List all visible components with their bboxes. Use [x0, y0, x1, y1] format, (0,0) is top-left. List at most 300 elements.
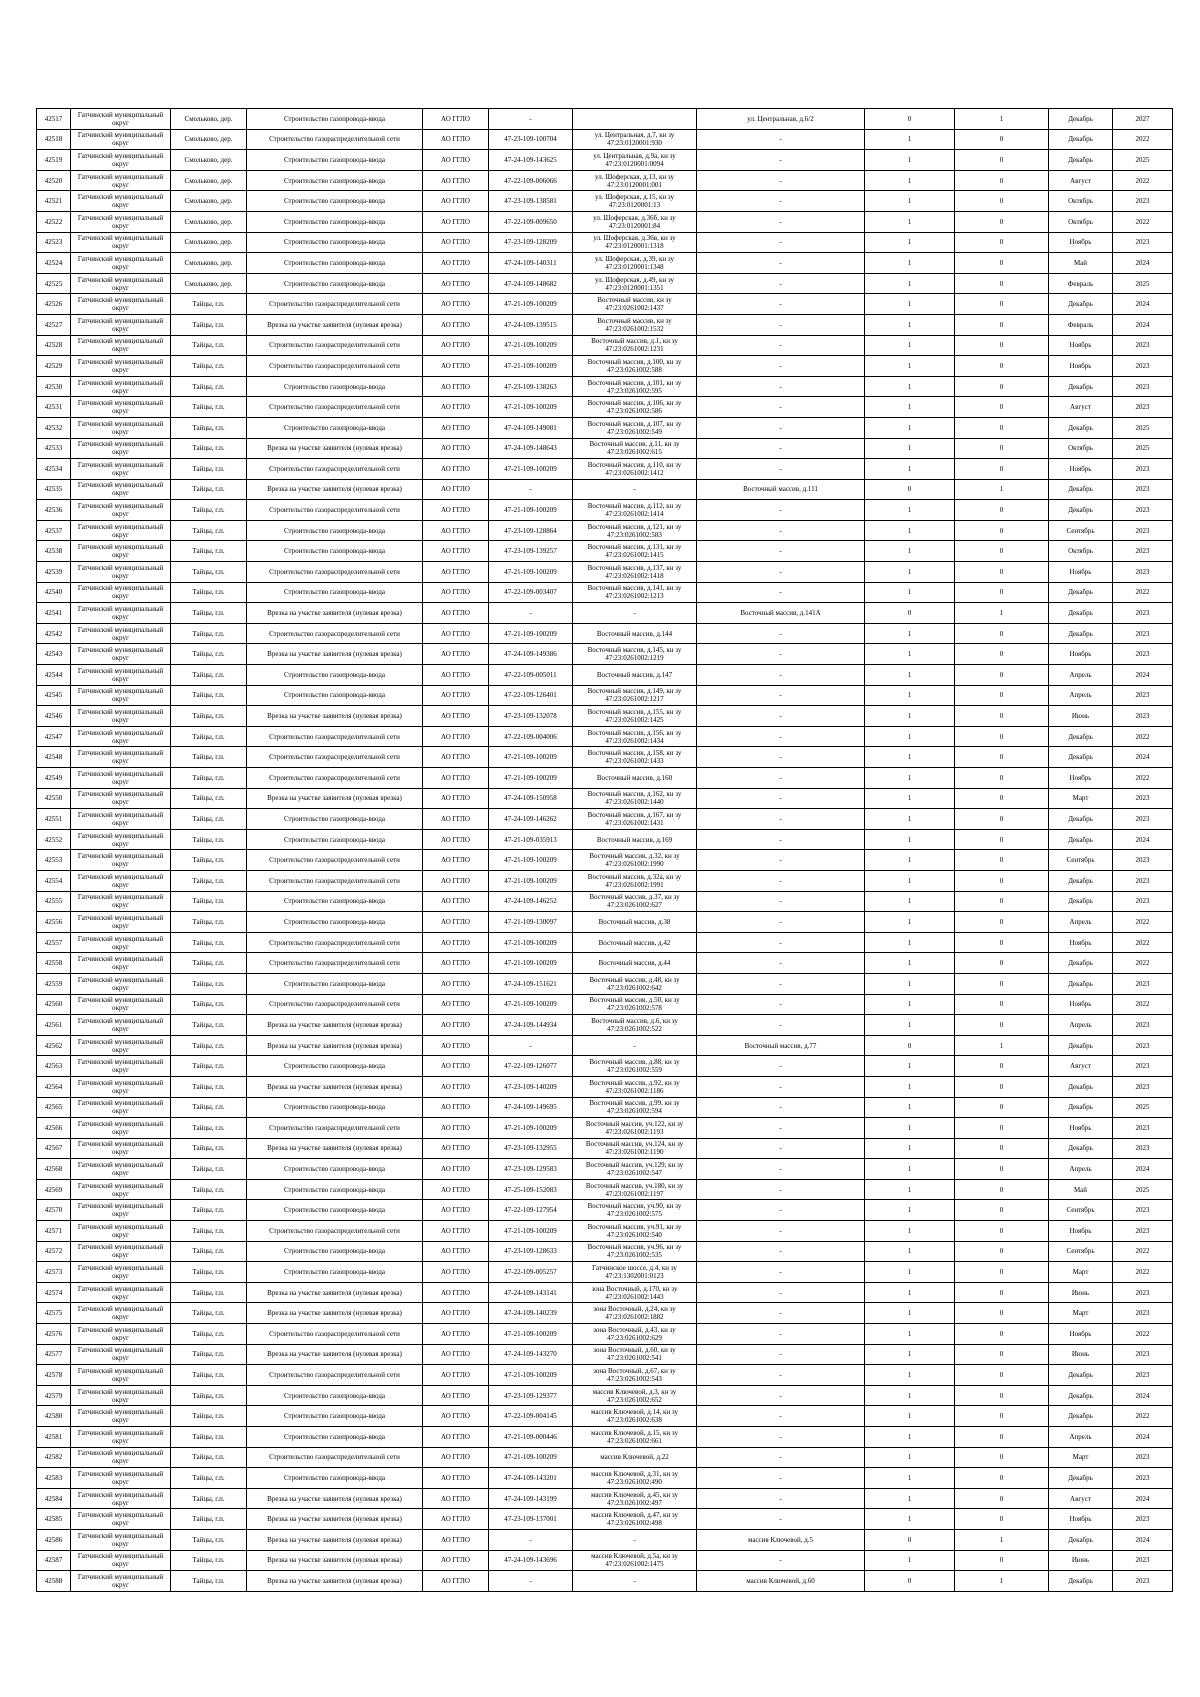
address-cadastral-cell: Восточный массив, д.100, кн зу 47:23:0261002:588: [573, 356, 697, 377]
month-cell: Октябрь: [1049, 191, 1113, 212]
row-number-cell: 42578: [37, 1365, 71, 1386]
organization-cell: АО ГГЛО: [423, 1056, 489, 1077]
count-a-cell: 1: [865, 973, 955, 994]
table-row: [37, 768, 1173, 789]
address-cadastral-cell: Восточный массив, д.147: [573, 665, 697, 686]
count-b-cell: 0: [955, 623, 1049, 644]
table-row: [37, 1097, 1173, 1118]
row-number-cell: 42553: [37, 850, 71, 871]
object-code-cell: 47-22-109-005257: [489, 1262, 573, 1283]
address-cadastral-cell: ул. Шоферская, д.39, кн зу 47:23:0120001:1348: [573, 253, 697, 274]
object-code-cell: 47-21-109-100209: [489, 294, 573, 315]
organization-cell: АО ГГЛО: [423, 665, 489, 686]
object-code-cell: 47-21-109-100209: [489, 1324, 573, 1345]
address-cell: -: [697, 150, 865, 171]
object-code-cell: 47-24-109-149695: [489, 1097, 573, 1118]
work-type-cell: Строительство газораспределительной сети: [247, 726, 423, 747]
address-cadastral-cell: зона Восточный, д.60, кн зу 47:23:0261002:541: [573, 1344, 697, 1365]
settlement-cell: Тайцы, г.п.: [171, 850, 247, 871]
month-cell: Май: [1049, 1179, 1113, 1200]
count-a-cell: 1: [865, 1056, 955, 1077]
count-b-cell: 0: [955, 191, 1049, 212]
address-cadastral-cell: массив Ключевой, д.15, кн зу 47:23:0261002:661: [573, 1427, 697, 1448]
organization-cell: АО ГГЛО: [423, 726, 489, 747]
row-number-cell: 42554: [37, 870, 71, 891]
district-cell: Гатчинский муниципальный округ: [71, 1097, 171, 1118]
district-cell: Гатчинский муниципальный округ: [71, 397, 171, 418]
organization-cell: АО ГГЛО: [423, 706, 489, 727]
address-cell: -: [697, 932, 865, 953]
row-number-cell: 42563: [37, 1056, 71, 1077]
count-a-cell: 0: [865, 603, 955, 624]
row-number-cell: 42568: [37, 1159, 71, 1180]
organization-cell: АО ГГЛО: [423, 891, 489, 912]
organization-cell: АО ГГЛО: [423, 1529, 489, 1550]
table-row: [37, 1262, 1173, 1283]
work-type-cell: Врезка на участке заявителя (нулевая врезка): [247, 479, 423, 500]
month-cell: Ноябрь: [1049, 768, 1113, 789]
count-b-cell: 0: [955, 706, 1049, 727]
address-cadastral-cell: Восточный массив, д.156, кн зу 47:23:0261002:1434: [573, 726, 697, 747]
address-cell: -: [697, 376, 865, 397]
district-cell: Гатчинский муниципальный округ: [71, 891, 171, 912]
table-row: [37, 1138, 1173, 1159]
count-a-cell: 1: [865, 170, 955, 191]
organization-cell: АО ГГЛО: [423, 1344, 489, 1365]
district-cell: Гатчинский муниципальный округ: [71, 1159, 171, 1180]
address-cell: Восточный массив, д.141А: [697, 603, 865, 624]
year-cell: 2023: [1113, 623, 1173, 644]
month-cell: Декабрь: [1049, 1076, 1113, 1097]
settlement-cell: Смольково, дер.: [171, 129, 247, 150]
row-number-cell: 42575: [37, 1303, 71, 1324]
count-a-cell: 1: [865, 1509, 955, 1530]
address-cadastral-cell: Восточный массив, д.158, кн зу 47:23:0261002:1433: [573, 747, 697, 768]
count-b-cell: 0: [955, 788, 1049, 809]
address-cell: -: [697, 253, 865, 274]
work-type-cell: Строительство газопровода-ввода: [247, 541, 423, 562]
count-b-cell: 0: [955, 747, 1049, 768]
address-cell: -: [697, 1282, 865, 1303]
object-code-cell: 47-23-109-140209: [489, 1076, 573, 1097]
settlement-cell: Тайцы, г.п.: [171, 747, 247, 768]
address-cell: ул. Центральная, д.6/2: [697, 109, 865, 130]
address-cell: Восточный массив, д.111: [697, 479, 865, 500]
object-code-cell: 47-24-109-143696: [489, 1550, 573, 1571]
object-code-cell: 47-24-109-148682: [489, 273, 573, 294]
work-type-cell: Строительство газопровода-ввода: [247, 1159, 423, 1180]
object-code-cell: 47-24-109-140239: [489, 1303, 573, 1324]
settlement-cell: Тайцы, г.п.: [171, 1468, 247, 1489]
address-cadastral-cell: Восточный массив, д.145, кн зу 47:23:0261002:1219: [573, 644, 697, 665]
object-code-cell: 47-22-109-126077: [489, 1056, 573, 1077]
object-code-cell: 47-24-109-140311: [489, 253, 573, 274]
object-code-cell: 47-21-109-130097: [489, 912, 573, 933]
count-a-cell: 1: [865, 129, 955, 150]
settlement-cell: Тайцы, г.п.: [171, 1015, 247, 1036]
settlement-cell: Тайцы, г.п.: [171, 397, 247, 418]
settlement-cell: Тайцы, г.п.: [171, 706, 247, 727]
count-a-cell: 1: [865, 232, 955, 253]
year-cell: 2023: [1113, 1035, 1173, 1056]
count-a-cell: 1: [865, 870, 955, 891]
organization-cell: АО ГГЛО: [423, 1200, 489, 1221]
object-code-cell: 47-24-109-143201: [489, 1468, 573, 1489]
work-type-cell: Врезка на участке заявителя (нулевая врезка): [247, 1138, 423, 1159]
row-number-cell: 42572: [37, 1241, 71, 1262]
address-cell: -: [697, 1365, 865, 1386]
month-cell: Февраль: [1049, 314, 1113, 335]
month-cell: Апрель: [1049, 1015, 1113, 1036]
address-cell: -: [697, 1159, 865, 1180]
year-cell: 2023: [1113, 603, 1173, 624]
count-a-cell: 1: [865, 1365, 955, 1386]
address-cadastral-cell: Восточный массив, уч.96, кн зу 47:23:0261002:535: [573, 1241, 697, 1262]
object-code-cell: 47-21-109-100209: [489, 747, 573, 768]
organization-cell: АО ГГЛО: [423, 129, 489, 150]
settlement-cell: Тайцы, г.п.: [171, 1097, 247, 1118]
row-number-cell: 42537: [37, 520, 71, 541]
settlement-cell: Тайцы, г.п.: [171, 973, 247, 994]
year-cell: 2023: [1113, 1200, 1173, 1221]
organization-cell: АО ГГЛО: [423, 479, 489, 500]
gasification-table: [36, 108, 1173, 1592]
row-number-cell: 42531: [37, 397, 71, 418]
address-cadastral-cell: Восточный массив, д.42: [573, 932, 697, 953]
settlement-cell: Тайцы, г.п.: [171, 829, 247, 850]
settlement-cell: Тайцы, г.п.: [171, 1179, 247, 1200]
organization-cell: АО ГГЛО: [423, 850, 489, 871]
table-row: [37, 809, 1173, 830]
row-number-cell: 42532: [37, 417, 71, 438]
address-cadastral-cell: Восточный массив, д.50, кн зу 47:23:0261002:578: [573, 994, 697, 1015]
object-code-cell: 47-23-109-129377: [489, 1385, 573, 1406]
table-row: [37, 541, 1173, 562]
year-cell: 2023: [1113, 1118, 1173, 1139]
district-cell: Гатчинский муниципальный округ: [71, 850, 171, 871]
count-a-cell: 1: [865, 438, 955, 459]
year-cell: 2025: [1113, 1179, 1173, 1200]
address-cadastral-cell: Восточный массив, д.106, кн зу 47:23:0261002:586: [573, 397, 697, 418]
settlement-cell: Смольково, дер.: [171, 150, 247, 171]
object-code-cell: 47-24-109-143199: [489, 1488, 573, 1509]
count-b-cell: 0: [955, 1427, 1049, 1448]
object-code-cell: 47-21-109-100209: [489, 1221, 573, 1242]
organization-cell: АО ГГЛО: [423, 109, 489, 130]
count-a-cell: 1: [865, 1324, 955, 1345]
settlement-cell: Тайцы, г.п.: [171, 891, 247, 912]
district-cell: Гатчинский муниципальный округ: [71, 1241, 171, 1262]
count-a-cell: 1: [865, 747, 955, 768]
settlement-cell: Тайцы, г.п.: [171, 1447, 247, 1468]
year-cell: 2023: [1113, 500, 1173, 521]
organization-cell: АО ГГЛО: [423, 273, 489, 294]
settlement-cell: Тайцы, г.п.: [171, 1365, 247, 1386]
table-row: [37, 1241, 1173, 1262]
address-cell: -: [697, 1550, 865, 1571]
address-cell: массив Ключевой, д.60: [697, 1571, 865, 1592]
work-type-cell: Строительство газораспределительной сети: [247, 1447, 423, 1468]
address-cadastral-cell: Восточный массив, д.131, кн зу 47:23:0261002:1415: [573, 541, 697, 562]
district-cell: Гатчинский муниципальный округ: [71, 870, 171, 891]
work-type-cell: Строительство газопровода-ввода: [247, 685, 423, 706]
count-a-cell: 1: [865, 1282, 955, 1303]
count-a-cell: 1: [865, 1159, 955, 1180]
address-cadastral-cell: Восточный массив, д.32, кн зу 47:23:0261002:1990: [573, 850, 697, 871]
address-cell: -: [697, 273, 865, 294]
object-code-cell: 47-21-109-035913: [489, 829, 573, 850]
address-cadastral-cell: зона Восточный, д.67, кн зу 47:23:0261002:543: [573, 1365, 697, 1386]
address-cadastral-cell: -: [573, 1571, 697, 1592]
district-cell: Гатчинский муниципальный округ: [71, 376, 171, 397]
count-a-cell: 1: [865, 253, 955, 274]
month-cell: Ноябрь: [1049, 335, 1113, 356]
year-cell: 2023: [1113, 1344, 1173, 1365]
table-row: [37, 397, 1173, 418]
year-cell: 2022: [1113, 994, 1173, 1015]
object-code-cell: 47-24-109-143141: [489, 1282, 573, 1303]
organization-cell: АО ГГЛО: [423, 294, 489, 315]
table-row: [37, 1365, 1173, 1386]
count-a-cell: 1: [865, 953, 955, 974]
settlement-cell: Тайцы, г.п.: [171, 1241, 247, 1262]
address-cell: -: [697, 768, 865, 789]
organization-cell: АО ГГЛО: [423, 1427, 489, 1448]
year-cell: 2022: [1113, 912, 1173, 933]
work-type-cell: Строительство газораспределительной сети: [247, 397, 423, 418]
count-b-cell: 0: [955, 232, 1049, 253]
month-cell: Сентябрь: [1049, 1241, 1113, 1262]
organization-cell: АО ГГЛО: [423, 932, 489, 953]
year-cell: 2024: [1113, 253, 1173, 274]
month-cell: Октябрь: [1049, 211, 1113, 232]
count-a-cell: 0: [865, 1529, 955, 1550]
district-cell: Гатчинский муниципальный округ: [71, 314, 171, 335]
object-code-cell: 47-21-109-100209: [489, 1447, 573, 1468]
address-cadastral-cell: [573, 109, 697, 130]
organization-cell: АО ГГЛО: [423, 768, 489, 789]
settlement-cell: Тайцы, г.п.: [171, 479, 247, 500]
row-number-cell: 42533: [37, 438, 71, 459]
object-code-cell: -: [489, 479, 573, 500]
count-a-cell: 1: [865, 1406, 955, 1427]
work-type-cell: Строительство газопровода-ввода: [247, 170, 423, 191]
address-cell: -: [697, 994, 865, 1015]
work-type-cell: Строительство газопровода-ввода: [247, 273, 423, 294]
work-type-cell: Строительство газопровода-ввода: [247, 1262, 423, 1283]
year-cell: 2022: [1113, 953, 1173, 974]
table-row: [37, 273, 1173, 294]
settlement-cell: Тайцы, г.п.: [171, 1550, 247, 1571]
district-cell: Гатчинский муниципальный округ: [71, 170, 171, 191]
address-cadastral-cell: ул. Шоферская, д.36в, кн зу 47:23:0120001:1318: [573, 232, 697, 253]
address-cadastral-cell: массив Ключевой, д.14, кн зу 47:23:0261002:638: [573, 1406, 697, 1427]
settlement-cell: Тайцы, г.п.: [171, 1571, 247, 1592]
table-row: [37, 1035, 1173, 1056]
year-cell: 2023: [1113, 1015, 1173, 1036]
district-cell: Гатчинский муниципальный округ: [71, 1468, 171, 1489]
row-number-cell: 42540: [37, 582, 71, 603]
row-number-cell: 42545: [37, 685, 71, 706]
row-number-cell: 42518: [37, 129, 71, 150]
settlement-cell: Смольково, дер.: [171, 273, 247, 294]
district-cell: Гатчинский муниципальный округ: [71, 129, 171, 150]
row-number-cell: 42529: [37, 356, 71, 377]
object-code-cell: 47-21-109-100209: [489, 459, 573, 480]
count-b-cell: 0: [955, 438, 1049, 459]
organization-cell: АО ГГЛО: [423, 1488, 489, 1509]
count-b-cell: 1: [955, 1529, 1049, 1550]
address-cadastral-cell: ул. Шоферская, д.49, кн зу 47:23:0120001:1351: [573, 273, 697, 294]
count-b-cell: 0: [955, 1056, 1049, 1077]
work-type-cell: Врезка на участке заявителя (нулевая врезка): [247, 314, 423, 335]
object-code-cell: 47-22-109-004145: [489, 1406, 573, 1427]
district-cell: Гатчинский муниципальный округ: [71, 1365, 171, 1386]
object-code-cell: -: [489, 1035, 573, 1056]
settlement-cell: Тайцы, г.п.: [171, 1076, 247, 1097]
object-code-cell: 47-23-109-128633: [489, 1241, 573, 1262]
settlement-cell: Тайцы, г.п.: [171, 1138, 247, 1159]
table-row: [37, 747, 1173, 768]
address-cadastral-cell: -: [573, 1035, 697, 1056]
row-number-cell: 42559: [37, 973, 71, 994]
work-type-cell: Строительство газораспределительной сети: [247, 870, 423, 891]
address-cell: -: [697, 1221, 865, 1242]
count-b-cell: 0: [955, 376, 1049, 397]
table-row: [37, 582, 1173, 603]
count-b-cell: 0: [955, 129, 1049, 150]
year-cell: 2023: [1113, 1571, 1173, 1592]
address-cell: -: [697, 870, 865, 891]
count-b-cell: 0: [955, 1365, 1049, 1386]
address-cell: -: [697, 1427, 865, 1448]
address-cell: -: [697, 294, 865, 315]
organization-cell: АО ГГЛО: [423, 417, 489, 438]
district-cell: Гатчинский муниципальный округ: [71, 500, 171, 521]
address-cadastral-cell: Восточный массив, уч.91, кн зу 47:23:0261002:540: [573, 1221, 697, 1242]
district-cell: Гатчинский муниципальный округ: [71, 582, 171, 603]
address-cadastral-cell: Восточный массив, уч.90, кн зу 47:23:0261002:575: [573, 1200, 697, 1221]
district-cell: Гатчинский муниципальный округ: [71, 1488, 171, 1509]
district-cell: Гатчинский муниципальный округ: [71, 335, 171, 356]
address-cadastral-cell: зона Восточный, д.24, кн зу 47:23:0261002:1882: [573, 1303, 697, 1324]
table-row: [37, 932, 1173, 953]
work-type-cell: Строительство газопровода-ввода: [247, 211, 423, 232]
organization-cell: АО ГГЛО: [423, 1262, 489, 1283]
settlement-cell: Тайцы, г.п.: [171, 1056, 247, 1077]
count-a-cell: 1: [865, 1076, 955, 1097]
address-cell: -: [697, 1488, 865, 1509]
work-type-cell: Строительство газораспределительной сети: [247, 129, 423, 150]
row-number-cell: 42565: [37, 1097, 71, 1118]
district-cell: Гатчинский муниципальный округ: [71, 417, 171, 438]
row-number-cell: 42571: [37, 1221, 71, 1242]
year-cell: 2023: [1113, 541, 1173, 562]
organization-cell: АО ГГЛО: [423, 1550, 489, 1571]
address-cell: -: [697, 973, 865, 994]
address-cell: -: [697, 520, 865, 541]
organization-cell: АО ГГЛО: [423, 912, 489, 933]
organization-cell: АО ГГЛО: [423, 685, 489, 706]
address-cadastral-cell: ул. Шоферская, д.36б, кн зу 47:23:0120001:84: [573, 211, 697, 232]
work-type-cell: Строительство газопровода-ввода: [247, 912, 423, 933]
count-b-cell: 0: [955, 1118, 1049, 1139]
object-code-cell: 47-22-109-009650: [489, 211, 573, 232]
row-number-cell: 42560: [37, 994, 71, 1015]
count-a-cell: 0: [865, 1035, 955, 1056]
settlement-cell: Тайцы, г.п.: [171, 1344, 247, 1365]
count-b-cell: 0: [955, 1344, 1049, 1365]
year-cell: 2023: [1113, 459, 1173, 480]
address-cadastral-cell: массив Ключевой, д.3, кн зу 47:23:0261002:652: [573, 1385, 697, 1406]
settlement-cell: Тайцы, г.п.: [171, 1324, 247, 1345]
count-b-cell: 0: [955, 870, 1049, 891]
table-row: [37, 1427, 1173, 1448]
district-cell: Гатчинский муниципальный округ: [71, 665, 171, 686]
year-cell: 2023: [1113, 1138, 1173, 1159]
work-type-cell: Врезка на участке заявителя (нулевая врезка): [247, 1015, 423, 1036]
year-cell: 2025: [1113, 273, 1173, 294]
month-cell: Сентябрь: [1049, 1200, 1113, 1221]
month-cell: Апрель: [1049, 1159, 1113, 1180]
object-code-cell: 47-22-109-004006: [489, 726, 573, 747]
month-cell: Декабрь: [1049, 1385, 1113, 1406]
work-type-cell: Строительство газопровода-ввода: [247, 1200, 423, 1221]
count-a-cell: 1: [865, 314, 955, 335]
district-cell: Гатчинский муниципальный округ: [71, 994, 171, 1015]
year-cell: 2023: [1113, 1303, 1173, 1324]
count-a-cell: 1: [865, 150, 955, 171]
count-b-cell: 0: [955, 582, 1049, 603]
table-row: [37, 500, 1173, 521]
row-number-cell: 42546: [37, 706, 71, 727]
address-cadastral-cell: Восточный массив, д.11, кн зу 47:23:0261002:615: [573, 438, 697, 459]
count-b-cell: 0: [955, 1468, 1049, 1489]
table-row: [37, 953, 1173, 974]
table-row: [37, 1406, 1173, 1427]
count-b-cell: 0: [955, 541, 1049, 562]
address-cadastral-cell: Восточный массив, д.121, кн зу 47:23:0261002:583: [573, 520, 697, 541]
address-cadastral-cell: зона Восточный, д.43, кн зу 47:23:0261002:629: [573, 1324, 697, 1345]
object-code-cell: 47-24-109-144934: [489, 1015, 573, 1036]
district-cell: Гатчинский муниципальный округ: [71, 1550, 171, 1571]
district-cell: Гатчинский муниципальный округ: [71, 253, 171, 274]
count-a-cell: 1: [865, 1138, 955, 1159]
settlement-cell: Тайцы, г.п.: [171, 1488, 247, 1509]
address-cell: -: [697, 191, 865, 212]
row-number-cell: 42562: [37, 1035, 71, 1056]
district-cell: Гатчинский муниципальный округ: [71, 788, 171, 809]
settlement-cell: Тайцы, г.п.: [171, 912, 247, 933]
month-cell: Декабрь: [1049, 1406, 1113, 1427]
address-cell: -: [697, 726, 865, 747]
year-cell: 2023: [1113, 1550, 1173, 1571]
address-cadastral-cell: Восточный массив, д.160: [573, 768, 697, 789]
settlement-cell: Тайцы, г.п.: [171, 1118, 247, 1139]
table-row: [37, 417, 1173, 438]
object-code-cell: 47-21-109-000446: [489, 1427, 573, 1448]
address-cell: -: [697, 850, 865, 871]
count-a-cell: 1: [865, 335, 955, 356]
month-cell: Декабрь: [1049, 1365, 1113, 1386]
count-a-cell: 1: [865, 376, 955, 397]
table-row: [37, 314, 1173, 335]
work-type-cell: Врезка на участке заявителя (нулевая врезка): [247, 1529, 423, 1550]
count-a-cell: 1: [865, 726, 955, 747]
address-cell: -: [697, 829, 865, 850]
address-cadastral-cell: Восточный массив, д.155, кн зу 47:23:0261002:1425: [573, 706, 697, 727]
year-cell: 2023: [1113, 479, 1173, 500]
